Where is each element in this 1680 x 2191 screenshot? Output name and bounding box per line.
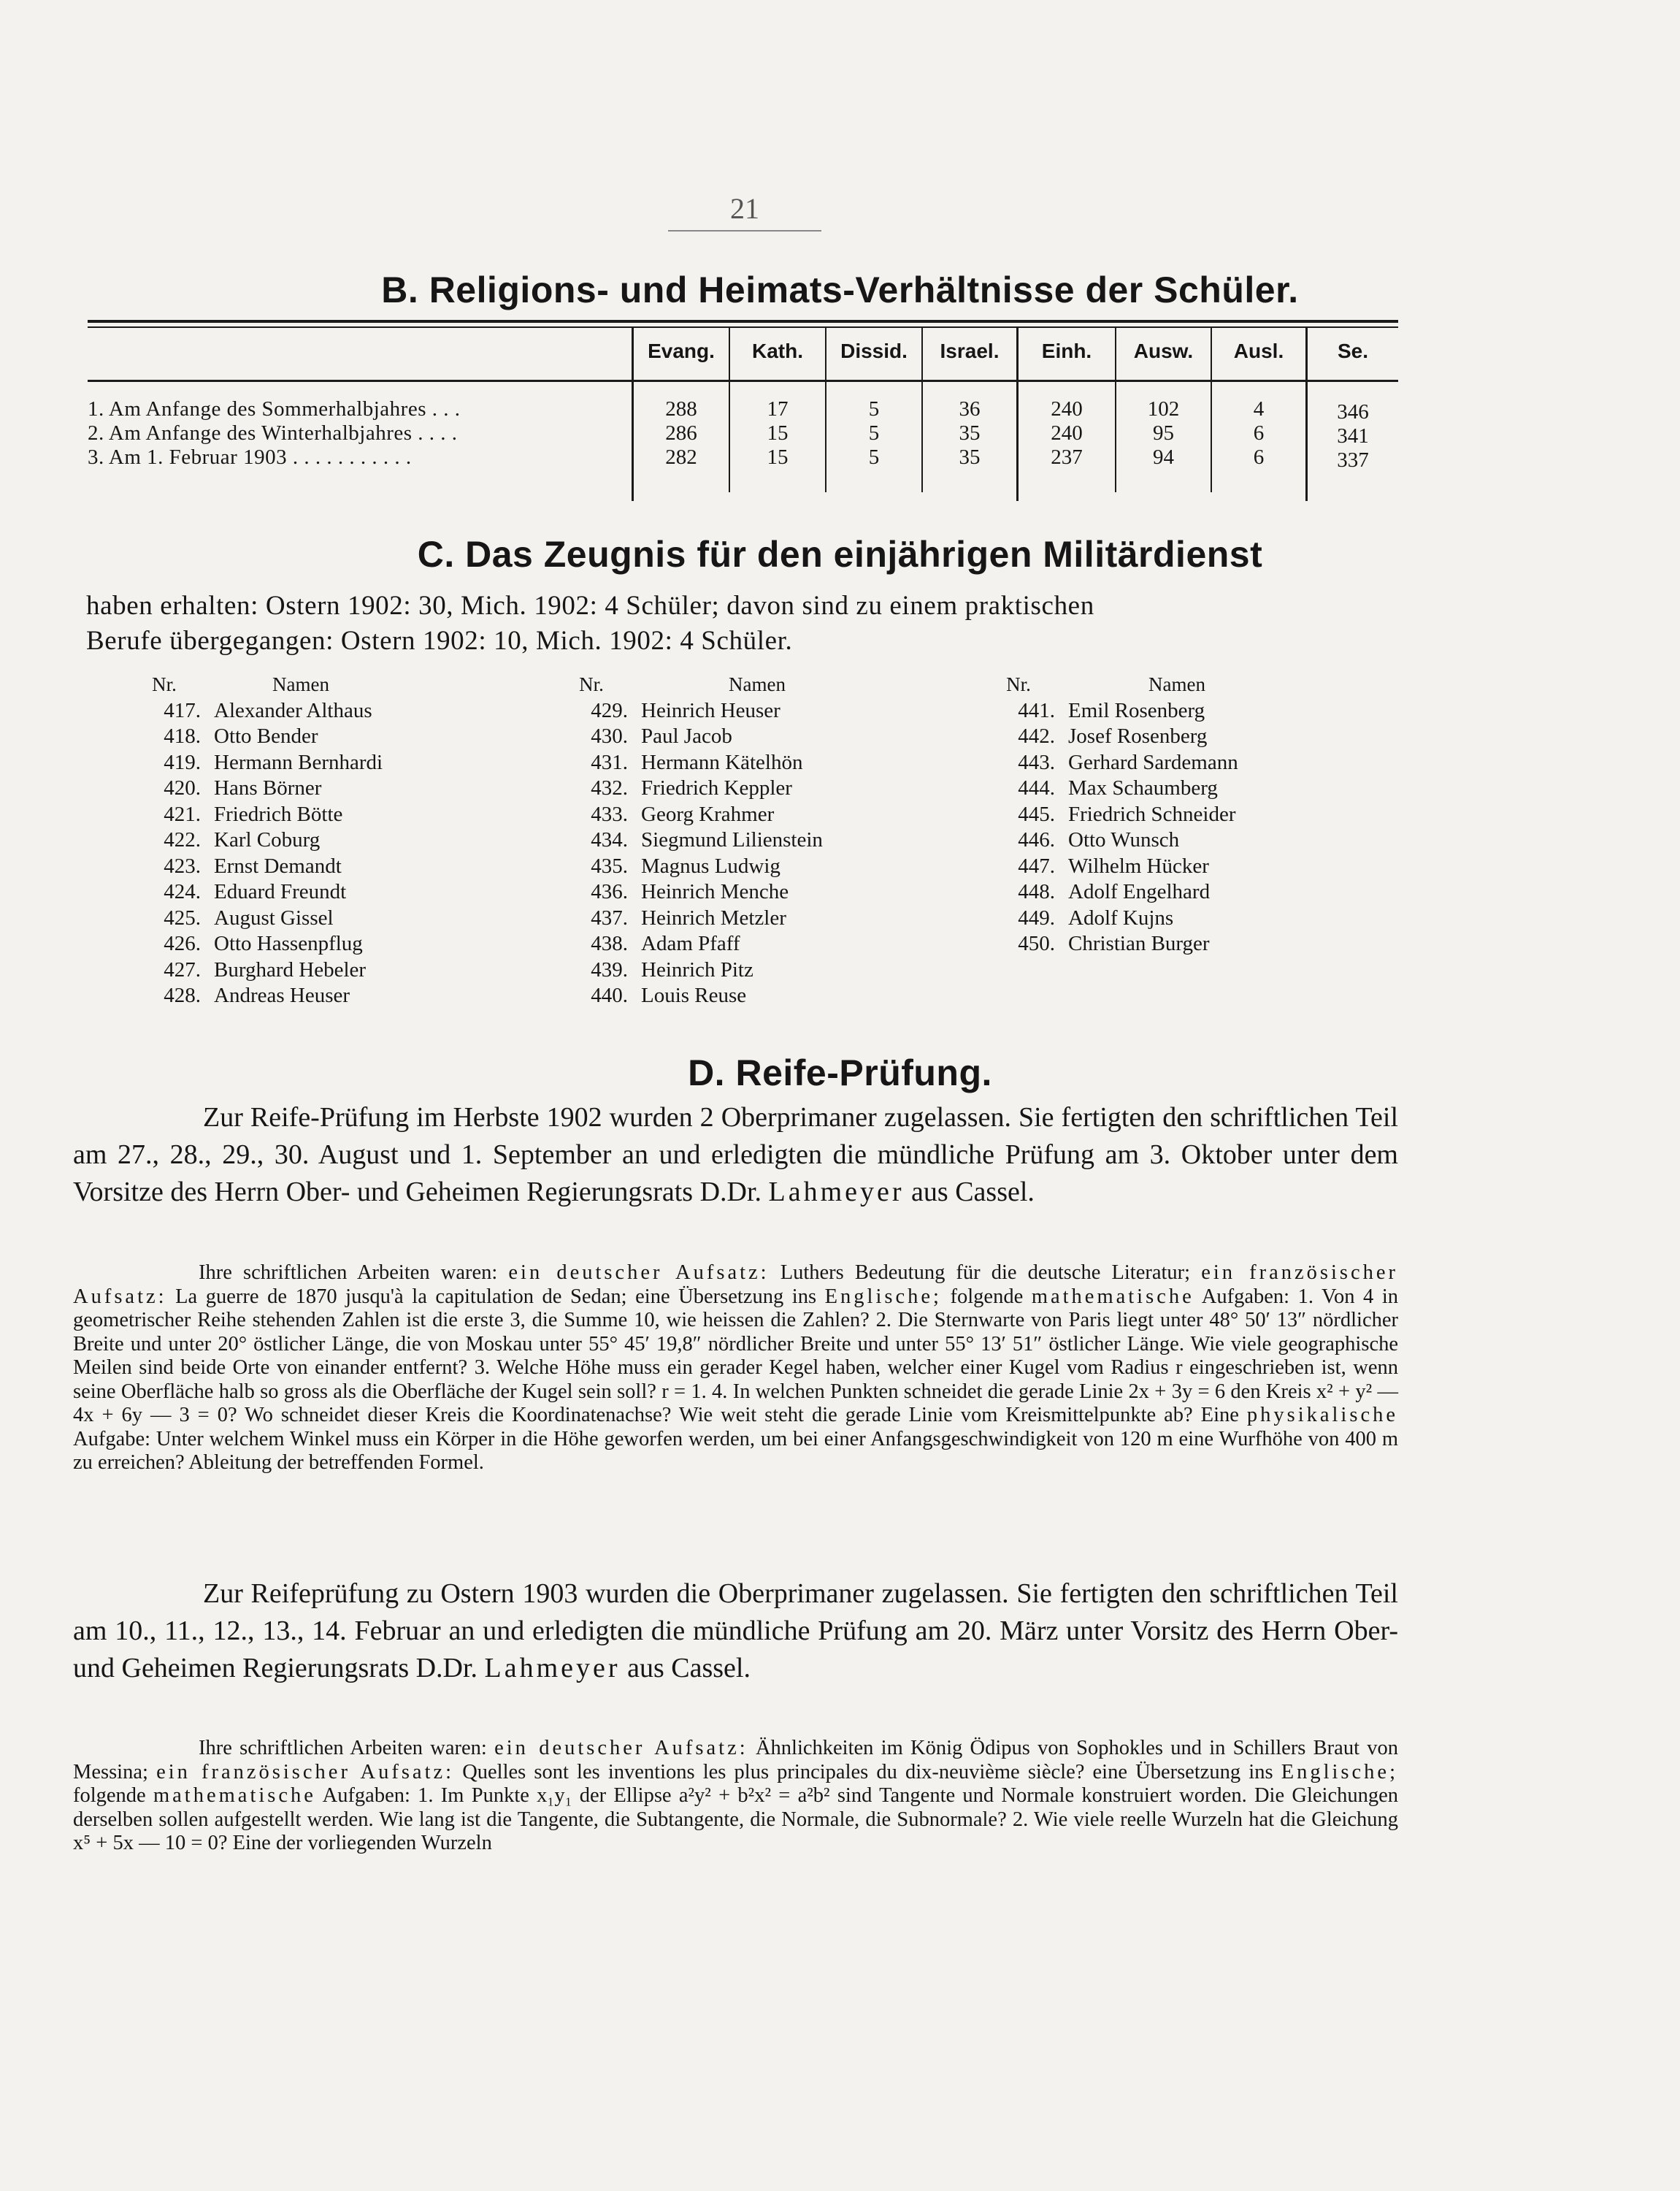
paragraph-herbst-1902	[73, 1099, 1398, 1211]
list-item-number: 448.	[1018, 880, 1055, 903]
col-name-header: Namen	[729, 673, 786, 695]
list-item-name: Hermann Bernhardi	[214, 750, 383, 774]
list-item-name: Alexander Althaus	[214, 698, 372, 722]
list-item-number: 434.	[591, 828, 628, 852]
table-cell: 282	[665, 446, 697, 469]
list-item-number: 420.	[164, 776, 201, 800]
col-header: Evang.	[648, 340, 715, 362]
list-item	[982, 827, 1391, 854]
list-item	[555, 698, 964, 724]
list-item	[982, 879, 1391, 906]
list-item	[128, 724, 537, 750]
list-item-name: Karl Coburg	[214, 828, 321, 852]
table-cell: 240	[1051, 421, 1083, 445]
list-item-name: Heinrich Heuser	[641, 698, 780, 722]
list-item-number: 445.	[1018, 802, 1055, 826]
table-top-rule-thin	[88, 326, 1398, 328]
section-c-line2: Berufe übergegangen: Ostern 1902: 10, Mich. 1902: 4 Schüler.	[86, 626, 793, 656]
list-item-name: Andreas Heuser	[214, 984, 350, 1007]
paragraph-ostern-1903	[73, 1575, 1398, 1687]
col-nr-header: Nr.	[579, 673, 604, 695]
table-cell: 17	[767, 397, 789, 421]
table-cell: 4	[1253, 397, 1265, 421]
list-item	[128, 698, 537, 724]
task-spaced: physikalische	[1246, 1404, 1398, 1426]
list-item	[982, 854, 1391, 880]
list-item-number: 436.	[591, 880, 628, 903]
table-header-rule	[88, 380, 1398, 382]
list-item	[982, 724, 1391, 750]
para-name: Lahmeyer	[484, 1653, 621, 1683]
list-item-number: 446.	[1018, 828, 1055, 852]
list-item	[555, 906, 964, 932]
list-item-name: Friedrich Schneider	[1068, 802, 1236, 826]
table-top-rule	[88, 320, 1398, 323]
list-item-name: Siegmund Lilienstein	[641, 828, 823, 852]
col-header: Dissid.	[840, 340, 908, 362]
exam-tasks-1903	[73, 1737, 1398, 1856]
names-column-3	[982, 672, 1391, 957]
task-text: Aufgaben: 1. Im Punkte x₁y₁ der Ellipse a²y² + b²x² = a²b² sind Tangente und Normale konstruiert worden. Die Gleichungen derselben sollen aufgestellt werden. Wie lang ist die Tangente, die Subtangente, die Normale, die Subnormale? 2. Wie viele reelle Wurzeln hat die Gleichung x⁵ + 5x — 10 = 0? Eine der vorliegenden Wurzeln	[73, 1784, 1398, 1854]
list-item	[982, 776, 1391, 802]
col-name-header: Namen	[272, 673, 329, 695]
list-item	[128, 957, 537, 984]
list-item-name: Ernst Demandt	[214, 854, 342, 878]
list-item-name: Heinrich Menche	[641, 880, 789, 903]
table-cell: 35	[959, 421, 981, 445]
list-item-number: 432.	[591, 776, 628, 800]
list-item-name: Emil Rosenberg	[1068, 698, 1205, 722]
col-header: Israel.	[940, 340, 1000, 362]
list-item-number: 428.	[164, 984, 201, 1007]
table-cell: 35	[959, 446, 981, 469]
table-cell: 337	[1337, 448, 1369, 472]
list-item-number: 438.	[591, 932, 628, 955]
task-text: Ihre schriftlichen Arbeiten waren:	[199, 1261, 498, 1284]
list-item-number: 426.	[164, 932, 201, 955]
list-item-number: 443.	[1018, 750, 1055, 774]
religion-table	[88, 320, 1398, 501]
table-cell: 95	[1153, 421, 1174, 445]
list-item-name: Friedrich Bötte	[214, 802, 343, 826]
list-item-number: 424.	[164, 880, 201, 903]
list-item-name: Adam Pfaff	[641, 932, 740, 955]
list-item	[555, 957, 964, 984]
table-cell: 346	[1337, 400, 1369, 424]
para-text: Zur Reifeprüfung zu Ostern 1903 wurden die Oberprimaner zugelassen. Sie fertigten den schriftlichen Teil am 10., 11., 12., 13., 14. Februar an und erledigten die mündliche Prüfung am 20. März unter Vorsitz des Herrn Ober- und Geheimen Regierungsrats D.Dr.	[73, 1578, 1398, 1683]
list-item	[982, 802, 1391, 828]
col-nr-header: Nr.	[1006, 673, 1031, 695]
list-item-number: 449.	[1018, 906, 1055, 930]
task-text: Ähnlichkeiten im König Ödipus von Sophokles und in Schillers Braut von Messina;	[73, 1737, 1399, 1783]
list-item-number: 423.	[164, 854, 201, 878]
list-item-name: Hans Börner	[214, 776, 322, 800]
task-spaced: Englische;	[824, 1285, 942, 1308]
section-b-title: B. Religions- und Heimats-Verhältnisse der Schüler.	[381, 269, 1299, 310]
list-item	[555, 802, 964, 828]
table-cell: 288	[665, 397, 697, 421]
list-item-number: 450.	[1018, 932, 1055, 955]
list-item-name: Heinrich Pitz	[641, 957, 753, 982]
list-item-number: 440.	[591, 984, 628, 1007]
list-item-name: Hermann Kätelhön	[641, 750, 803, 774]
para-text: Zur Reife-Prüfung im Herbste 1902 wurden 2 Oberprimaner zugelassen. Sie fertigten den schriftlichen Teil am 27., 28., 29., 30. August und 1. September an und erledigten die mündliche Prüfung am 3. Oktober unter dem Vorsitze des Herrn Ober- und Geheimen Regierungsrats D.Dr.	[73, 1102, 1398, 1207]
table-cell: 102	[1147, 397, 1180, 421]
table-row-label: 2. Am Anfange des Winterhalbjahres . . . .	[88, 421, 458, 445]
list-item-number: 418.	[164, 724, 201, 748]
col-name-header: Namen	[1148, 673, 1205, 695]
list-item-name: Adolf Engelhard	[1068, 880, 1211, 903]
list-item	[555, 724, 964, 750]
col-header: Se.	[1337, 340, 1369, 362]
list-item	[982, 698, 1391, 724]
list-item-number: 429.	[591, 698, 628, 722]
task-spaced: Englische;	[1281, 1760, 1398, 1783]
list-item-number: 444.	[1018, 776, 1055, 800]
list-item-name: Max Schaumberg	[1068, 776, 1218, 800]
list-item	[128, 906, 537, 932]
list-item	[128, 827, 537, 854]
list-item	[128, 750, 537, 776]
list-item-number: 425.	[164, 906, 201, 930]
page-number: 21	[668, 191, 821, 232]
list-item-name: Paul Jacob	[641, 724, 732, 748]
list-item-name: Otto Hassenpflug	[214, 932, 363, 955]
table-cell: 5	[868, 421, 880, 445]
list-item	[555, 827, 964, 854]
list-item	[555, 776, 964, 802]
table-cell: 240	[1051, 397, 1083, 421]
list-item-name: Otto Wunsch	[1068, 828, 1180, 852]
list-item-number: 433.	[591, 802, 628, 826]
table-cell: 5	[868, 397, 880, 421]
table-cell: 6	[1253, 446, 1265, 469]
list-item-number: 439.	[591, 957, 628, 982]
list-item	[555, 750, 964, 776]
list-item-name: Burghard Hebeler	[214, 957, 367, 982]
list-item	[128, 983, 537, 1009]
task-text: Luthers Bedeutung für die deutsche Literatur;	[780, 1261, 1191, 1284]
col-header: Einh.	[1041, 340, 1092, 362]
list-item-name: Adolf Kujns	[1068, 906, 1174, 930]
table-row-label: 3. Am 1. Februar 1903 . . . . . . . . . . .	[88, 446, 412, 469]
col-nr-header: Nr.	[152, 673, 177, 695]
section-c-line1: haben erhalten: Ostern 1902: 30, Mich. 1902: 4 Schüler; davon sind zu einem praktischen	[86, 591, 1094, 621]
section-d-title: D. Reife-Prüfung.	[688, 1052, 992, 1093]
col-header: Ausw.	[1133, 340, 1194, 362]
list-item-number: 431.	[591, 750, 628, 774]
section-c-title: C. Das Zeugnis für den einjährigen Militärdienst	[417, 534, 1263, 575]
task-text: folgende	[73, 1784, 146, 1807]
para-name: Lahmeyer	[768, 1177, 905, 1207]
table-cell: 5	[868, 446, 880, 469]
task-text: Ihre schriftlichen Arbeiten waren:	[199, 1737, 487, 1759]
list-item-number: 422.	[164, 828, 201, 852]
list-item-name: Wilhelm Hücker	[1068, 854, 1209, 878]
table-cell: 286	[665, 421, 697, 445]
para-text: aus Cassel.	[911, 1177, 1035, 1207]
table-cell: 6	[1253, 421, 1265, 445]
col-header: Kath.	[752, 340, 803, 362]
names-column-1	[128, 672, 537, 1009]
task-spaced: mathematische	[153, 1784, 316, 1807]
table-cell: 36	[959, 397, 981, 421]
table-cell: 237	[1051, 446, 1083, 469]
table-cell: 94	[1153, 446, 1174, 469]
list-item-name: Eduard Freundt	[214, 880, 347, 903]
task-text: Aufgabe: Unter welchem Winkel muss ein Körper in die Höhe geworfen werden, um bei einer Anfangsgeschwindigkeit von 120 m eine Wurfhöhe von 400 m zu erreichen? Ableitung der betreffenden Formel.	[73, 1427, 1398, 1474]
list-item-number: 447.	[1018, 854, 1055, 878]
list-item	[128, 776, 537, 802]
list-item-number: 427.	[164, 957, 201, 982]
list-item-number: 442.	[1018, 724, 1055, 748]
exam-tasks-1902	[73, 1261, 1398, 1475]
task-spaced: ein französischer Aufsatz:	[73, 1261, 1399, 1308]
list-item	[555, 854, 964, 880]
list-item	[128, 802, 537, 828]
list-item	[982, 750, 1391, 776]
list-item-name: August Gissel	[214, 906, 334, 930]
list-item	[555, 983, 964, 1009]
list-item	[982, 931, 1391, 957]
list-item-name: Louis Reuse	[641, 984, 747, 1007]
list-item-number: 417.	[164, 698, 201, 722]
table-cell: 341	[1337, 424, 1369, 448]
task-spaced: ein französischer Aufsatz:	[156, 1760, 455, 1783]
list-item	[128, 879, 537, 906]
table-row-label: 1. Am Anfange des Sommerhalbjahres . . .	[88, 397, 461, 421]
list-item	[555, 879, 964, 906]
task-spaced: ein deutscher Aufsatz:	[494, 1737, 748, 1759]
list-item	[982, 906, 1391, 932]
list-item-number: 430.	[591, 724, 628, 748]
task-spaced: ein deutscher Aufsatz:	[508, 1261, 770, 1284]
list-item-name: Friedrich Keppler	[641, 776, 792, 800]
list-item-name: Georg Krahmer	[641, 802, 775, 826]
list-item-name: Christian Burger	[1068, 932, 1210, 955]
names-column-2	[555, 672, 964, 1009]
list-item-number: 419.	[164, 750, 201, 774]
list-item	[555, 931, 964, 957]
para-text: aus Cassel.	[627, 1653, 751, 1683]
list-item-number: 435.	[591, 854, 628, 878]
task-spaced: mathematische	[1031, 1285, 1194, 1308]
task-text: Quelles sont les inventions les plus principales du dix-neuvième siècle? eine Übersetzung ins	[462, 1760, 1273, 1783]
list-item-name: Otto Bender	[214, 724, 318, 748]
list-item-number: 441.	[1018, 698, 1055, 722]
list-item-name: Gerhard Sardemann	[1068, 750, 1238, 774]
list-item	[128, 931, 537, 957]
list-item-number: 421.	[164, 802, 201, 826]
task-text: folgende	[950, 1285, 1024, 1308]
col-header: Ausl.	[1233, 340, 1284, 362]
list-item-number: 437.	[591, 906, 628, 930]
table-cell: 15	[767, 421, 789, 445]
task-text: Aufgaben: 1. Von 4 in geometrischer Reihe stehenden Zahlen ist die erste 3, die Summe 10, wie heissen die Zahlen? 2. Die Sternwarte von Paris liegt unter 48° 50′ 13″ nördlicher Breite und unter 20° östlicher Länge, die von Moskau unter 55° 45′ 19,8″ nördlicher Breite und unter 55° 13′ 51″ östlicher Länge. Wie viele geographische Meilen sind beide Orte von einander entfernt? 3. Welche Höhe muss ein gerader Kegel haben, welcher einer Kugel vom Radius r eingeschrieben ist, wenn seine Oberfläche halb so gross als die Oberfläche der Kugel sein soll? r = 1. 4. In welchen Punkten schneidet die gerade Linie 2x + 3y = 6 den Kreis x² + y² — 4x + 6y — 3 = 0? Wo schneidet dieser Kreis die Koordinatenachse? Wie weit steht die gerade Linie vom Kreismittelpunkte ab? Eine	[73, 1285, 1399, 1426]
list-item	[128, 854, 537, 880]
list-item-name: Josef Rosenberg	[1068, 724, 1208, 748]
table-cell: 15	[767, 446, 789, 469]
list-item-name: Magnus Ludwig	[641, 854, 780, 878]
task-text: La guerre de 1870 jusqu'à la capitulation de Sedan; eine Übersetzung ins	[175, 1285, 817, 1308]
list-item-name: Heinrich Metzler	[641, 906, 786, 930]
